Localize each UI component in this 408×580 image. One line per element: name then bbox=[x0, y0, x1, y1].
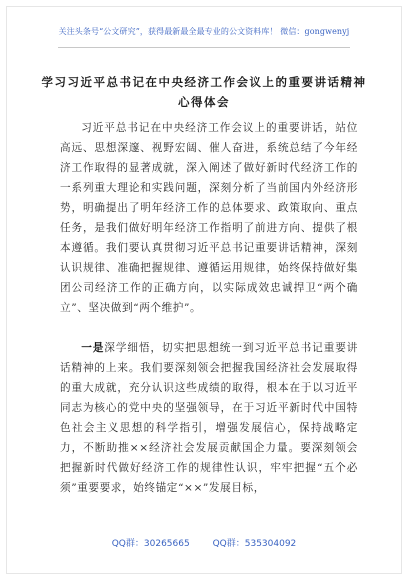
document-title-line-2: 心得体会 bbox=[178, 95, 230, 109]
header-divider bbox=[58, 47, 350, 48]
body-paragraph-2 bbox=[60, 338, 358, 498]
footer-contacts bbox=[0, 536, 408, 549]
footer-qq-group-1: QQ群：30265665 bbox=[111, 539, 190, 549]
paragraph-2-text: 深学细悟，切实把思想统一到习近平总书记重要讲话精神的上来。我们要深刻领会把握我国经济社会发展取得的重大成就，充分认识这些成绩的取得，根本在于以习近平同志为核心的党中央的坚强领导，在于习近平新时代中国特色社会主义思想的科学指引，增强发展信心，保持战略定力，不断助推××经济社会发展贡献国企力量。要深刻领会把握新时代做好经济工作的规律性认识，牢牢把握“五个必须”重要要求，始终锚定“××”发展目标， bbox=[60, 342, 359, 494]
footer-qq-group-2: QQ群：535304092 bbox=[212, 539, 297, 549]
body-paragraph-1: 习近平总书记在中央经济工作会议上的重要讲话，站位高远、思想深邃、视野宏阔、催人奋进，系统总结了今年经济工作取得的显著成就，深入阐述了做好新时代经济工作的一系列重大理论和实践问题，深刻分析了当前国内外经济形势，明确提出了明年经济工作的总体要求、政策取向、重点任务，是我们做好明年经济工作指明了前进方向、提供了根本遵循。我们要认真贯彻习近平总书记重要讲话精神，深刻认识规律、准确把握规律、遵循运用规律，始终保持做好集团公司经济工作的正确方向，以实际成效忠诚捍卫“两个确立”、坚决做到“两个维护”。 bbox=[60, 122, 358, 314]
paragraph-lead-marker: 一是 bbox=[81, 342, 105, 354]
header-banner: 关注头条号“公文研究”，获得最新最全最专业的公文资料库！ 微信：gongwenyj bbox=[58, 27, 350, 36]
document-title-line-1: 学习习近平总书记在中央经济工作会议上的重要讲话精神 bbox=[41, 75, 367, 89]
